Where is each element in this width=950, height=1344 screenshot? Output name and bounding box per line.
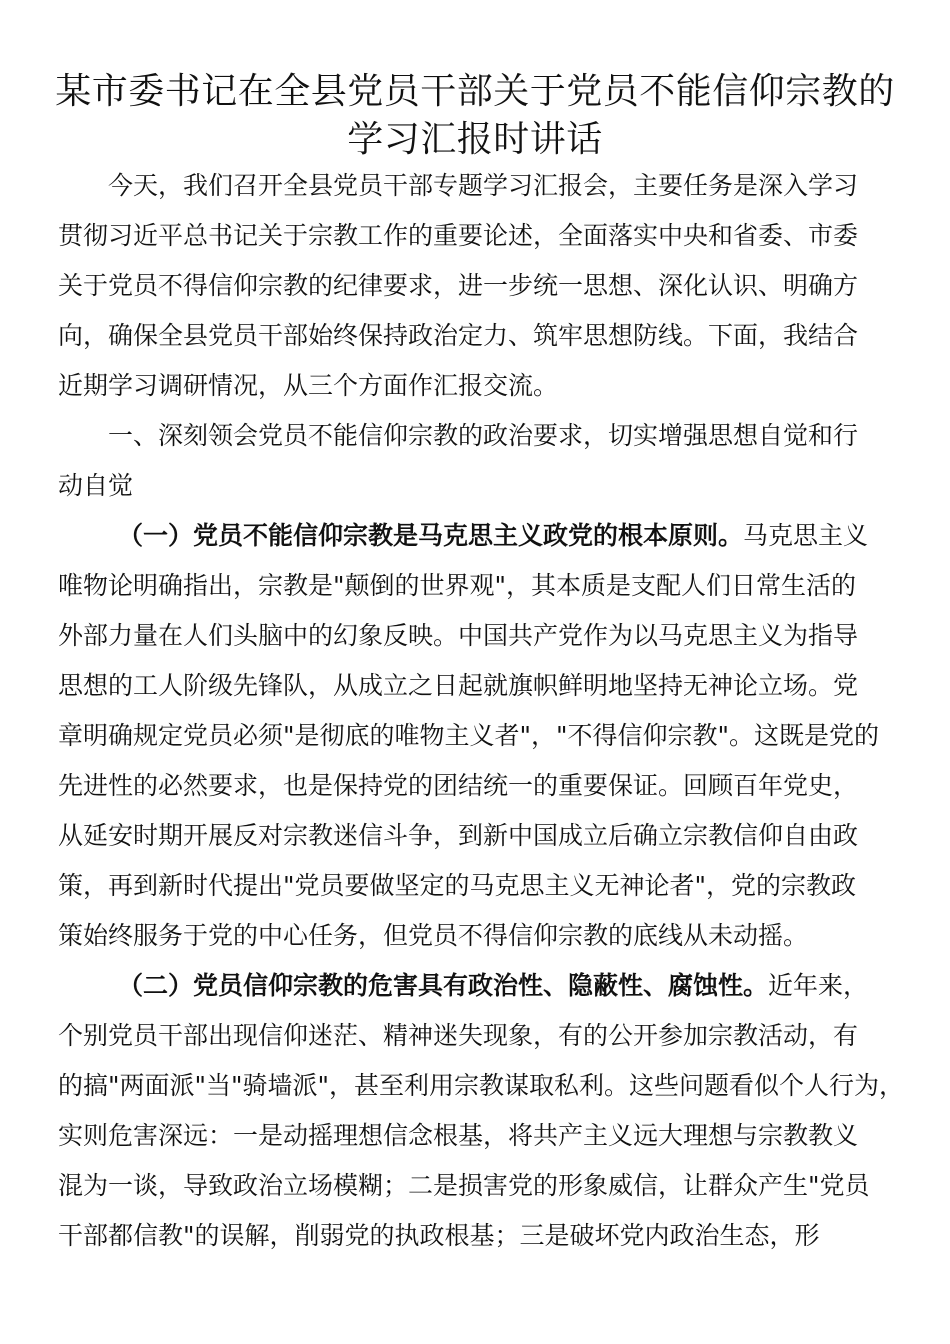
paragraph-line: 唯物论明确指出，宗教是"颠倒的世界观"，其本质是支配人们日常生活的 — [58, 571, 857, 600]
paragraph-line: 贯彻习近平总书记关于宗教工作的重要论述，全面落实中央和省委、市委 — [58, 221, 859, 250]
document-title-line-1: 某市委书记在全县党员干部关于党员不能信仰宗教的 — [55, 71, 895, 112]
subsection-heading: （二）党员信仰宗教的危害具有政治性、隐蔽性、腐蚀性。 — [118, 971, 769, 1000]
paragraph-line: 近期学习调研情况，从三个方面作汇报交流。 — [58, 371, 559, 400]
paragraph-line: 个别党员干部出现信仰迷茫、精神迷失现象，有的公开参加宗教活动，有 — [58, 1021, 859, 1050]
paragraph-line: 实则危害深远：一是动摇理想信念根基，将共产主义远大理想与宗教教义 — [58, 1121, 859, 1150]
paragraph-line: 从延安时期开展反对宗教迷信斗争，到新中国成立后确立宗教信仰自由政 — [58, 821, 859, 850]
paragraph-line: （二）党员信仰宗教的危害具有政治性、隐蔽性、腐蚀性。近年来， — [118, 971, 869, 1000]
paragraph-line: 策，再到新时代提出"党员要做坚定的马克思主义无神论者"，党的宗教政 — [58, 871, 857, 900]
paragraph-line: 的搞"两面派"当"骑墙派"，甚至利用宗教谋取私利。这些问题看似个人行为， — [58, 1071, 904, 1100]
subsection-heading: （一）党员不能信仰宗教是马克思主义政党的根本原则。 — [118, 521, 744, 550]
paragraph-line: 思想的工人阶级先锋队，从成立之日起就旗帜鲜明地坚持无神论立场。党 — [58, 671, 859, 700]
paragraph-line: 章明确规定党员必须"是彻底的唯物主义者"，"不得信仰宗教"。这既是党的 — [58, 721, 879, 750]
section-heading-line: 动自觉 — [58, 471, 134, 500]
paragraph-line: 混为一谈，导致政治立场模糊；二是损害党的形象威信，让群众产生"党员 — [58, 1171, 870, 1200]
paragraph-line: 向，确保全县党员干部始终保持政治定力、筑牢思想防线。下面，我结合 — [58, 321, 859, 350]
paragraph-line: 外部力量在人们头脑中的幻象反映。中国共产党作为以马克思主义为指导 — [58, 621, 859, 650]
section-heading-line: 一、深刻领会党员不能信仰宗教的政治要求，切实增强思想自觉和行 — [108, 421, 859, 450]
paragraph-line: （一）党员不能信仰宗教是马克思主义政党的根本原则。马克思主义 — [118, 521, 869, 550]
paragraph-line: 今天，我们召开全县党员干部专题学习汇报会，主要任务是深入学习 — [108, 171, 859, 200]
paragraph-line: 策始终服务于党的中心任务，但党员不得信仰宗教的底线从未动摇。 — [58, 921, 809, 950]
paragraph-line: 先进性的必然要求，也是保持党的团结统一的重要保证。回顾百年党史， — [58, 771, 859, 800]
paragraph-line: 干部都信教"的误解，削弱党的执政根基；三是破坏党内政治生态，形 — [58, 1221, 820, 1250]
paragraph-line: 关于党员不得信仰宗教的纪律要求，进一步统一思想、深化认识、明确方 — [58, 271, 859, 300]
document-title-line-2: 学习汇报时讲话 — [347, 119, 603, 160]
